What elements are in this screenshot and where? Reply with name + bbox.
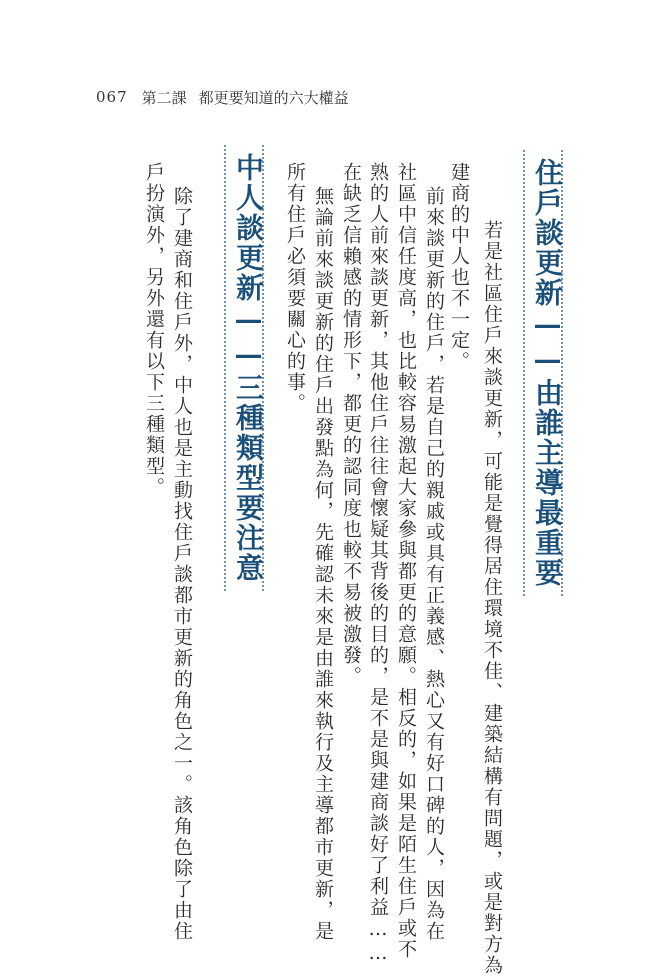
paragraph-line: 熟的人前來談更新，其他住戶往往會懷疑其背後的目的，是不是與建商談好了利益……: [367, 162, 389, 966]
paragraph-line: 建商的中人也不一定。: [448, 162, 470, 372]
paragraph-line: 除了建商和住戶外，中人也是主動找住戶談都市更新的角色之一。該角色除了由住: [171, 186, 193, 942]
section-heading-middleman: 中人談更新——三種類型要注意: [224, 145, 264, 591]
page-number: 067: [96, 88, 128, 106]
paragraph-line: 在缺乏信賴感的情形下，都更的認同度也較不易被激發。: [340, 162, 362, 687]
running-header: [96, 86, 349, 108]
paragraph-line: 若是社區住戶來談更新，可能是覺得居住環境不佳、建築結構有問題，或是對方為: [481, 220, 503, 976]
paragraph-line: 無論前來談更新的住戶出發點為何，先確認未來是由誰來執行及主導都市更新，是: [312, 186, 334, 942]
section-heading-residents: 住戶談更新——由誰主導最重要: [523, 150, 563, 596]
paragraph-line: 前來談更新的住戶，若是自己的親戚或具有正義感、熱心又有好口碑的人，因為在: [423, 186, 445, 942]
chapter-title: 都更要知道的六大權益: [198, 88, 349, 107]
chapter-label: 第二課: [141, 88, 187, 107]
paragraph-line: 所有住戶必須要關心的事。: [284, 162, 306, 414]
paragraph-line: 戶扮演外，另外還有以下三種類型。: [143, 162, 165, 498]
paragraph-line: 社區中信任度高，也比較容易激起大家參與都更的意願。相反的，如果是陌生住戶或不: [395, 162, 417, 960]
